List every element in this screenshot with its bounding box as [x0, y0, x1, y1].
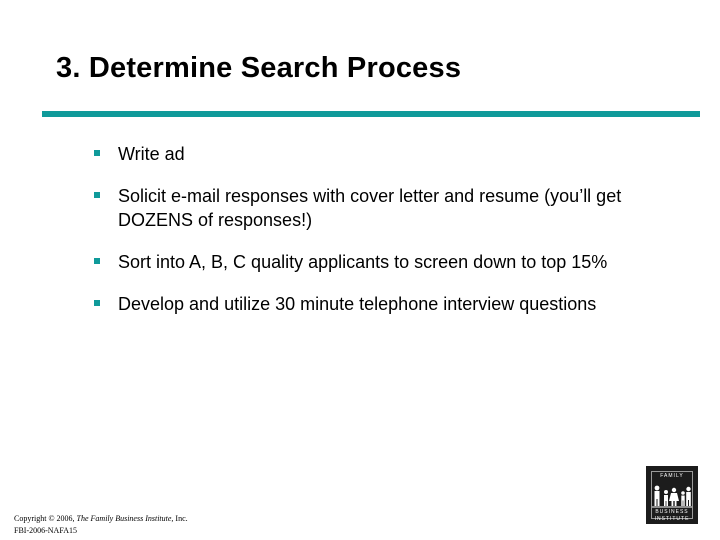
copyright-prefix: Copyright © 2006,	[14, 514, 77, 523]
copyright-suffix: , Inc.	[171, 514, 188, 523]
family-figures-icon	[652, 484, 692, 508]
slide-title: 3. Determine Search Process	[56, 52, 462, 84]
list-item	[92, 184, 652, 232]
institute-logo	[646, 466, 698, 524]
logo-top-text: FAMILY	[660, 473, 684, 479]
bullet-list	[92, 142, 652, 316]
logo-middle-text: BUSINESS	[655, 509, 689, 515]
list-item	[92, 292, 652, 316]
bullet-text: Sort into A, B, C quality applicants to screen down to top 15%	[118, 252, 608, 272]
title-divider	[42, 111, 700, 117]
footer	[14, 513, 188, 537]
logo-bottom-text: INSTITUTE	[654, 516, 690, 522]
square-bullet-icon	[94, 192, 100, 198]
bullet-text: Solicit e-mail responses with cover letter and resume (you’ll get DOZENS of responses!)	[118, 186, 622, 230]
bullet-text: Develop and utilize 30 minute telephone interview questions	[118, 294, 597, 314]
list-item	[92, 142, 652, 166]
bullet-text: Write ad	[118, 144, 185, 164]
square-bullet-icon	[94, 150, 100, 156]
square-bullet-icon	[94, 258, 100, 264]
square-bullet-icon	[94, 300, 100, 306]
copyright-line	[14, 513, 188, 525]
document-code: FBI-2006-NAFA15	[14, 526, 77, 535]
list-item	[92, 250, 652, 274]
company-name: The Family Business Institute	[76, 514, 172, 523]
